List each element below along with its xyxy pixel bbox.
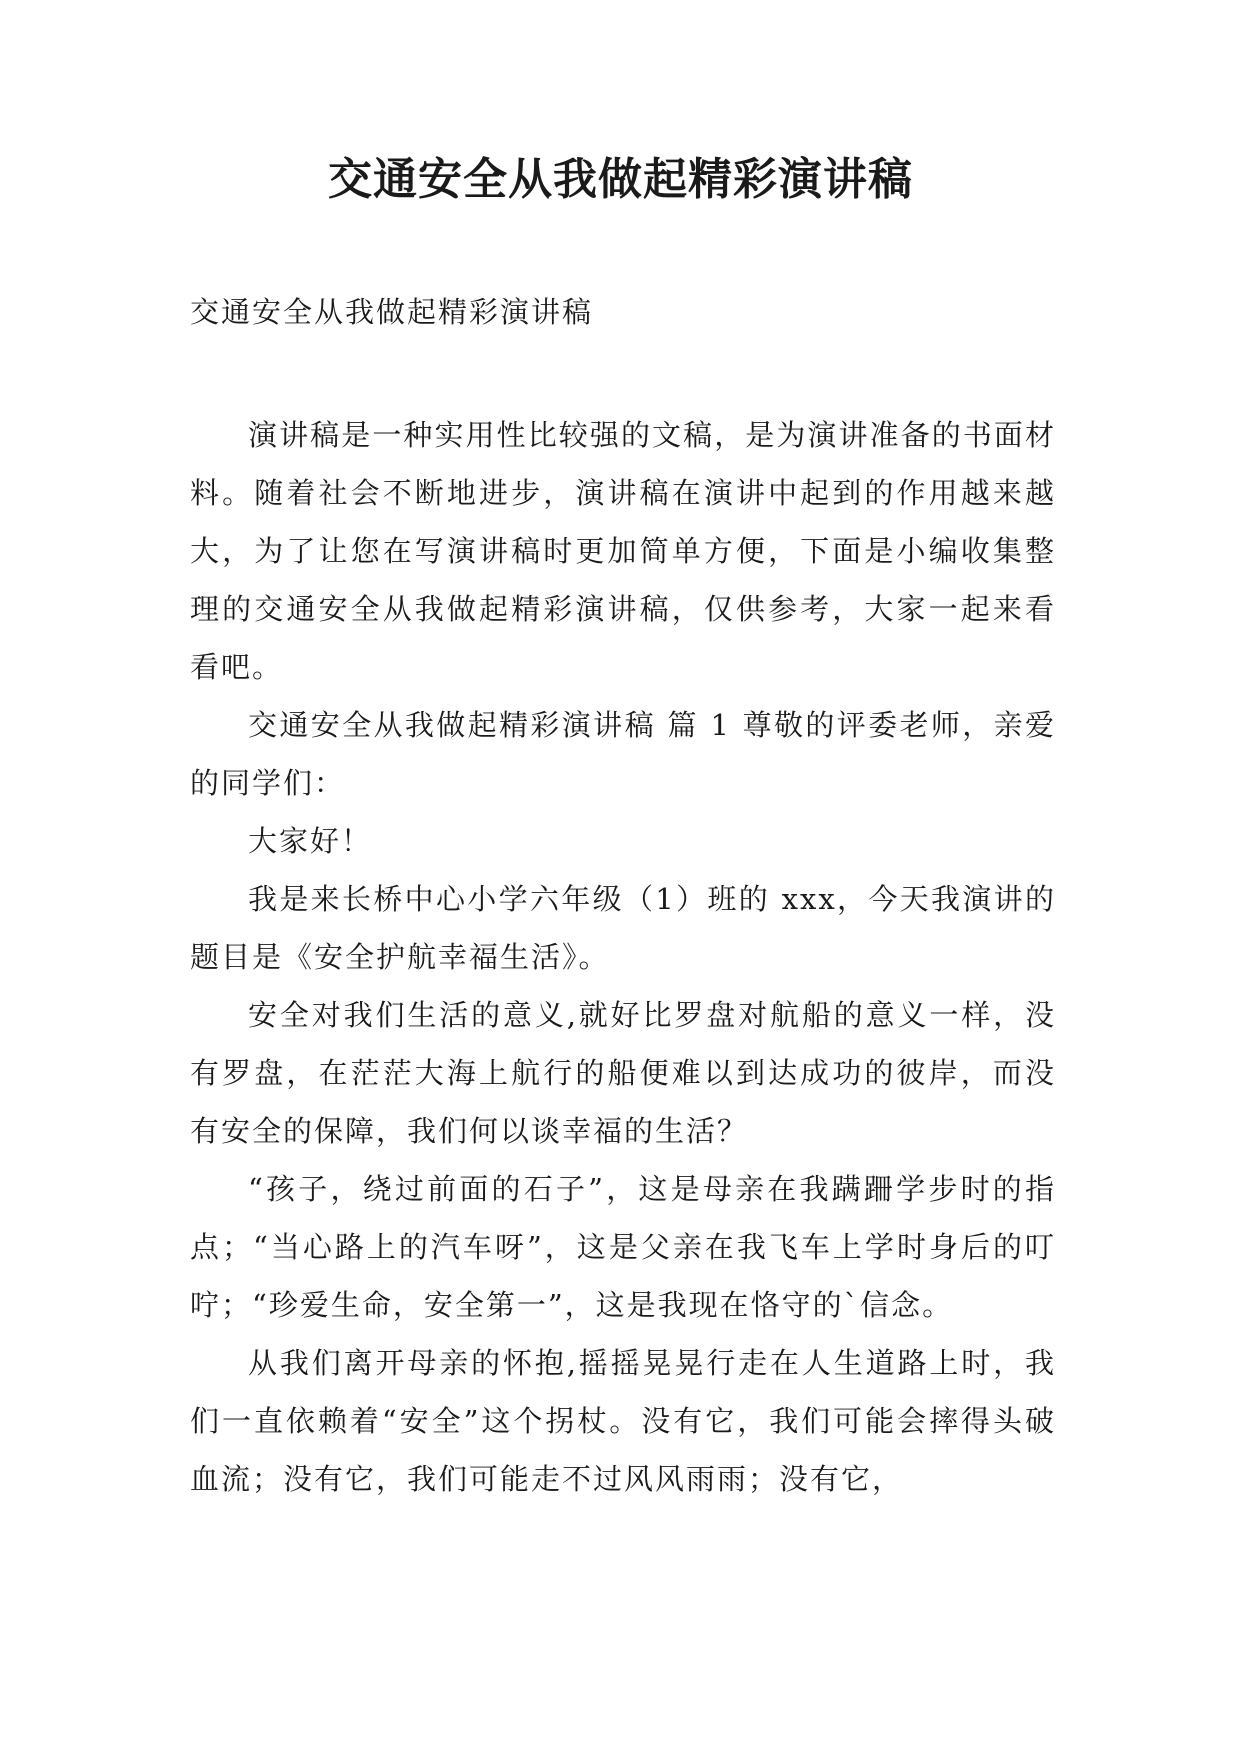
paragraph-self-intro: 我是来长桥中心小学六年级（1）班的 xxx，今天我演讲的题目是《安全护航幸福生活》。: [190, 882, 1056, 974]
paragraph-quotes: “孩子，绕过前面的石子”，这是母亲在我蹒跚学步时的指点；“当心路上的汽车呀”，这是父亲在我飞车上学时身后的叮咛；“珍爱生命，安全第一”，这是我现在恪守的`信念。: [190, 1172, 1056, 1322]
paragraph-greeting-heading: 交通安全从我做起精彩演讲稿 篇 1 尊敬的评委老师，亲爱的同学们：: [190, 708, 1056, 800]
document-title: 交通安全从我做起精彩演讲稿: [328, 154, 913, 205]
paragraph-compass: 安全对我们生活的意义,就好比罗盘对航船的意义一样，没有罗盘，在茫茫大海上航行的船便难以到达成功的彼岸，而没有安全的保障，我们何以谈幸福的生活？: [190, 998, 1056, 1148]
paragraph-intro: 演讲稿是一种实用性比较强的文稿，是为演讲准备的书面材料。随着社会不断地进步，演讲稿在演讲中起到的作用越来越大，为了让您在写演讲稿时更加简单方便，下面是小编收集整理的交通安全从我做起精彩演讲稿，仅供参考，大家一起来看看吧。: [190, 418, 1056, 684]
paragraph-hello: 大家好！: [248, 824, 373, 858]
document-body: [190, 406, 1056, 1508]
paragraph-crutch: 从我们离开母亲的怀抱,摇摇晃晃行走在人生道路上时，我们一直依赖着“安全”这个拐杖。没有它，我们可能会摔得头破血流；没有它，我们可能走不过风风雨雨；没有它，: [190, 1346, 1056, 1496]
document-subtitle: 交通安全从我做起精彩演讲稿: [190, 295, 594, 329]
